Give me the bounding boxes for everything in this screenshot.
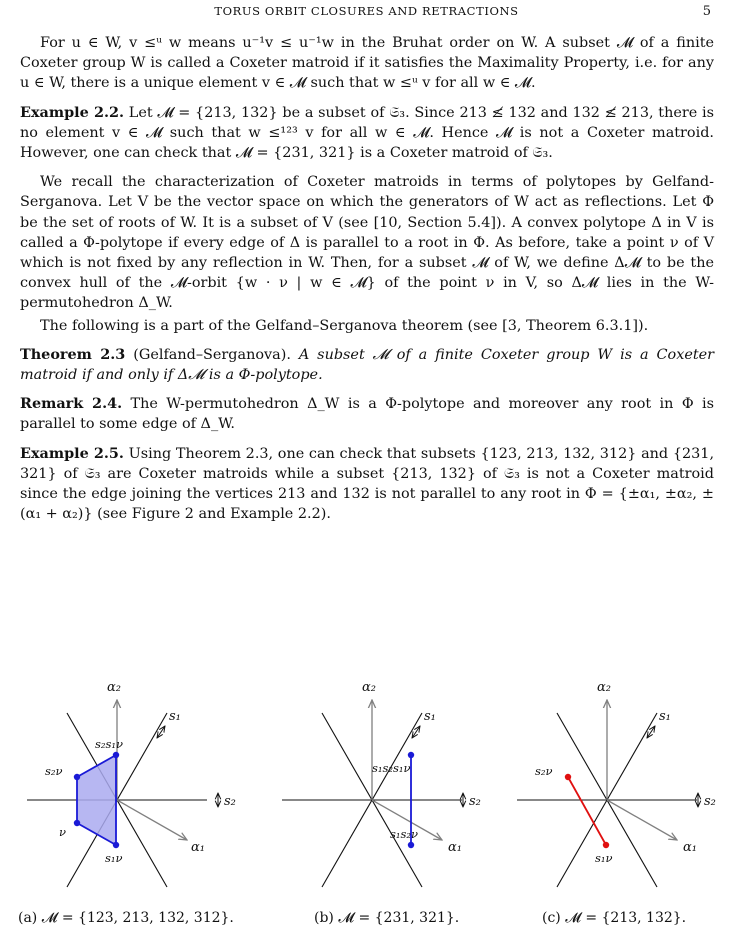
label-vertex-s1nu: s₁ν xyxy=(105,851,123,865)
example-2-5 xyxy=(20,444,714,525)
vertex-s1nu xyxy=(603,842,609,848)
vertex-s2nu xyxy=(74,774,80,780)
polytope-fill xyxy=(77,755,116,845)
label-vertex-s2nu: s₂ν xyxy=(45,764,63,778)
panel-a xyxy=(27,680,236,887)
figure-2 xyxy=(0,640,733,926)
label-vertex-s1s2nu: s₁s₂ν xyxy=(390,827,419,841)
root-alpha1-arrow xyxy=(117,800,187,840)
paragraph-theorem-intro: The following is a part of the Gelfand–Serganova theorem (see [3, Theorem 6.3.1]). xyxy=(40,317,649,334)
theorem-2-3-label: Theorem 2.3 xyxy=(20,345,126,363)
label-vertex-s1s2s1nu: s₁s₂s₁ν xyxy=(372,761,411,775)
example-2-5-label: Example 2.5. xyxy=(20,444,124,462)
caption-panel-a: (a) 𝓜 = {123, 213, 132, 312}. xyxy=(18,910,234,926)
theorem-2-3-attribution: (Gelfand–Serganova). xyxy=(133,346,291,363)
caption-panel-c: (c) 𝓜 = {213, 132}. xyxy=(542,910,687,926)
label-vertex-s2nu: s₂ν xyxy=(535,764,553,778)
caption-panel-b: (b) 𝓜 = {231, 321}. xyxy=(314,910,460,926)
vertex-nu xyxy=(74,820,80,826)
label-s1: s₁ xyxy=(424,709,436,724)
panel-b xyxy=(282,680,481,887)
label-s2: s₂ xyxy=(469,794,481,809)
label-vertex-s1nu: s₁ν xyxy=(595,851,613,865)
label-s2: s₂ xyxy=(224,794,236,809)
label-alpha1: α₁ xyxy=(683,840,697,855)
vertex-s1nu xyxy=(113,842,119,848)
example-2-2-text: Let 𝓜 = {213, 132} be a subset of 𝔖₃. Since 213 ≰ 132 and 132 ≰ 213, there is no element v ∈ 𝓜 such that w ≤¹²³ v for all w ∈ 𝓜. Hence 𝓜 is not a Coxeter matroid. However, one can check that 𝓜 = {231, 321} is a Coxeter matroid of 𝔖₃. xyxy=(20,104,714,162)
panel-c xyxy=(517,680,716,887)
label-alpha1: α₁ xyxy=(191,840,205,855)
example-2-5-text: Using Theorem 2.3, one can check that subsets {123, 213, 132, 312} and {231, 321} of 𝔖₃ are Coxeter matroids while a subset {213, 132} of 𝔖₃ is not a Coxeter matroid since the edge joining the vertices 213 and 132 is not parallel to any root in Φ = {±α₁, ±α₂, ±(α₁ + α₂)} (see Figure 2 and Example 2.2). xyxy=(20,445,715,523)
label-vertex-nu: ν xyxy=(59,825,66,839)
label-alpha2: α₂ xyxy=(597,680,611,695)
page-number: 5 xyxy=(702,4,711,19)
figure-2-diagrams xyxy=(0,640,733,910)
label-alpha1: α₁ xyxy=(448,840,462,855)
paragraph-gelfand-serganova: We recall the characterization of Coxeter matroids in terms of polytopes by Gelfand-Serganova. Let V be the vector space on which the generators of W act as reflections. Let Φ be the set of roots of W. It is a subset of V (see [10, Section 5.4]). A convex polytope Δ in V is called a Φ-polytope if every edge of Δ is parallel to a root in Φ. As before, take a point ν of V which is not fixed by any reflection in W. Then, for a subset 𝓜 of W, we define Δ𝓜 to be the convex hull of the 𝓜-orbit {w · ν | w ∈ 𝓜} of the point ν in V, so Δ𝓜 lies in the W-permutohedron Δ_W. xyxy=(20,174,714,312)
remark-2-4-label: Remark 2.4. xyxy=(20,395,123,413)
remark-2-4-text: The W-permutohedron Δ_W is a Φ-polytope and moreover any root in Φ is parallel to some edge of Δ_W. xyxy=(20,396,715,433)
label-s1: s₁ xyxy=(659,709,671,724)
label-vertex-s2s1nu: s₂s₁ν xyxy=(95,737,124,751)
example-2-2 xyxy=(20,103,714,164)
root-alpha1-arrow xyxy=(607,800,677,840)
label-alpha2: α₂ xyxy=(107,680,121,695)
vertex-s2nu xyxy=(565,774,571,780)
running-title: TORUS ORBIT CLOSURES AND RETRACTIONS xyxy=(214,4,519,18)
label-s1: s₁ xyxy=(169,709,181,724)
vertex-s1s2nu xyxy=(408,842,414,848)
label-alpha2: α₂ xyxy=(362,680,376,695)
body-text xyxy=(20,33,714,533)
theorem-2-3 xyxy=(20,345,714,385)
remark-2-4 xyxy=(20,394,714,434)
running-head xyxy=(0,4,733,24)
theorem-2-3-text: A subset 𝓜 of a finite Coxeter group W is a Coxeter matroid if and only if Δ𝓜 is a Φ-polytope. xyxy=(20,346,715,384)
vertex-s1s2s1nu xyxy=(408,752,414,758)
label-s2: s₂ xyxy=(704,794,716,809)
paragraph-coxeter-matroid-def: For u ∈ W, v ≤ᵘ w means u⁻¹v ≤ u⁻¹w in the Bruhat order on W. A subset 𝓜 of a finite Coxeter group W is called a Coxeter matroid if it satisfies the Maximality Property, i.e. for any u ∈ W, there is a unique element v ∈ 𝓜 such that w ≤ᵘ v for all w ∈ 𝓜. xyxy=(20,35,714,92)
vertex-s2s1nu xyxy=(113,752,119,758)
example-2-2-label: Example 2.2. xyxy=(20,103,125,121)
